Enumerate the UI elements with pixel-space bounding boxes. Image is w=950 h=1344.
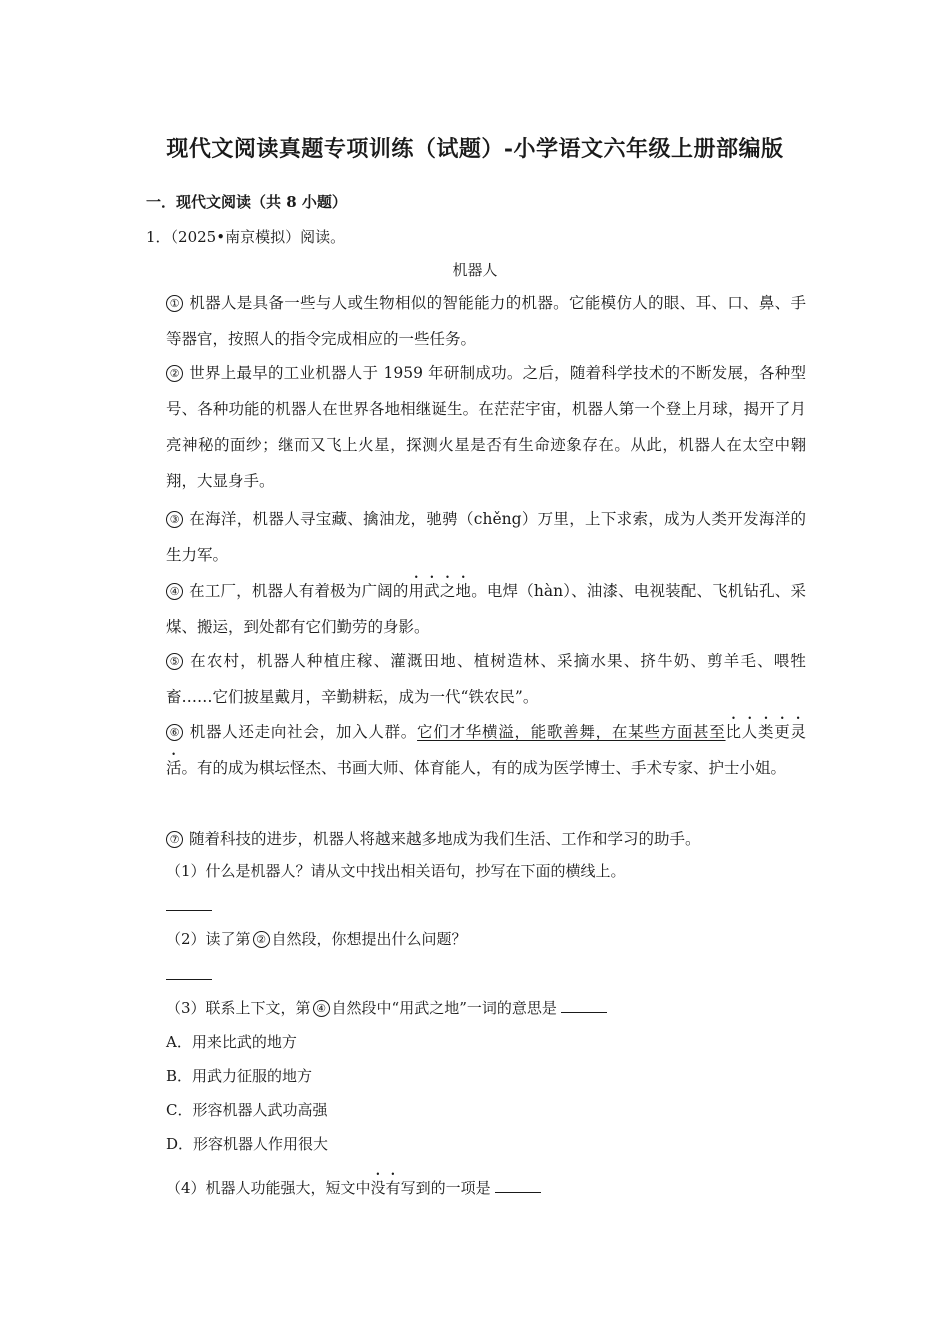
subquestion-text: 写到的一项是	[400, 1179, 491, 1197]
paragraph-ref: ④	[313, 1000, 330, 1017]
paragraph-text: 。有的成为棋坛怪杰、书画大师、体育能人，有的成为医学博士、手术专家、护士小姐。	[181, 759, 787, 777]
underlined-sentence: 它们才华横溢，能歌善舞，在某些方面甚至	[417, 723, 726, 741]
option-b: B．用武力征服的地方	[166, 1067, 313, 1085]
paragraph-text: 在农村，机器人种植庄稼、灌溉田地、植树造林、采摘水果、挤牛奶、剪羊毛、喂牲畜……它们披星戴月，辛勤耕耘，成为一代“铁农民”。	[166, 652, 806, 706]
paragraph-ref: ②	[253, 931, 270, 948]
paragraph-text: 随着科技的进步，机器人将越来越多地成为我们生活、工作和学习的助手。	[189, 830, 701, 848]
subquestion-text: 自然段，你想提出什么问题？	[271, 930, 467, 948]
option-d: D．形容机器人作用很大	[166, 1135, 329, 1153]
paragraph-text: 机器人还走向社会，加入人群。	[189, 723, 418, 741]
paragraph-number: ③	[166, 511, 183, 528]
passage-title: 机器人	[452, 261, 498, 279]
emphasized-phrase: 没有	[370, 1179, 401, 1197]
subquestion-text: （2）读了第	[166, 930, 251, 948]
answer-blank-1[interactable]	[166, 910, 212, 911]
question-header	[146, 226, 345, 247]
question-number: 1．	[146, 228, 171, 246]
paragraph-text: 在工厂，机器人有着极为广阔的	[189, 582, 409, 600]
subquestion-text: 自然段中“用武之地”一词的意思是	[331, 999, 557, 1017]
paragraph-6	[166, 714, 806, 786]
paragraph-7	[166, 821, 806, 857]
option-a: A．用来比武的地方	[166, 1033, 297, 1051]
answer-blank-4[interactable]	[495, 1178, 541, 1193]
page-title: 现代文阅读真题专项训练（试题）-小学语文六年级上册部编版	[166, 136, 784, 162]
paragraph-text: 世界上最早的工业机器人于 1959 年研制成功。之后，随着科学技术的不断发展，各种型号、各种功能的机器人在世界各地相继诞生。在茫茫宇宙，机器人第一个登上月球，揭开了月亮神秘的面纱；继而又飞上火星，探测火星是否有生命迹象存在。从此，机器人在太空中翱翔，大显身手。	[166, 364, 806, 490]
paragraph-number: ⑤	[166, 653, 183, 670]
paragraph-number: ②	[166, 365, 183, 382]
paragraph-2	[166, 355, 806, 499]
option-c: C．形容机器人武功高强	[166, 1101, 328, 1119]
section-heading: 一．现代文阅读（共 8 小题）	[146, 193, 347, 211]
paragraph-text: 在海洋，机器人寻宝藏、擒油龙，驰骋（chěng）万里，上下求索，成为人类开发海洋的生力军。	[166, 510, 806, 564]
subquestion-2	[166, 929, 467, 949]
paragraph-4	[166, 573, 806, 645]
answer-blank-3[interactable]	[561, 998, 607, 1013]
question-source: （2025•南京模拟）阅读。	[170, 228, 346, 246]
answer-blank-2[interactable]	[166, 979, 212, 980]
paragraph-5	[166, 643, 806, 715]
paragraph-text: 机器人是具备一些与人或生物相似的智能能力的机器。它能模仿人的眼、耳、口、鼻、手等器官，按照人的指令完成相应的一些任务。	[166, 294, 806, 348]
emphasized-phrase: 用武之地	[408, 582, 472, 600]
paragraph-text: 。电焊（hàn）、油漆、电视装配、飞机钻孔、采煤、搬运，到处都有它们勤劳的身影。	[166, 582, 806, 636]
subquestion-text: （3）联系上下文，第	[166, 999, 311, 1017]
subquestion-3	[166, 998, 607, 1018]
paragraph-3	[166, 501, 806, 573]
emphasized-phrase: 比人类更灵活	[166, 723, 806, 777]
paragraph-number: ①	[166, 295, 183, 312]
subquestion-text: （4）机器人功能强大，短文中	[166, 1179, 371, 1197]
subquestion-1: （1）什么是机器人？请从文中找出相关语句，抄写在下面的横线上。	[166, 862, 626, 880]
paragraph-number: ⑦	[166, 831, 183, 848]
paragraph-number: ④	[166, 583, 183, 600]
paragraph-1	[166, 285, 806, 357]
subquestion-4	[166, 1170, 541, 1198]
paragraph-number: ⑥	[166, 724, 183, 741]
